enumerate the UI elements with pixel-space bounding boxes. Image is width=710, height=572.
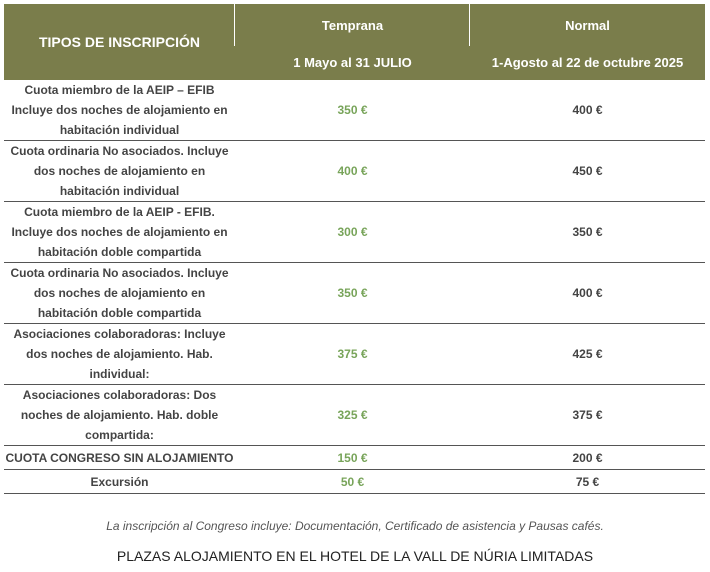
normal-price: 350 € <box>572 225 603 239</box>
early-price: 50 € <box>340 474 365 489</box>
normal-price: 450 € <box>572 164 603 178</box>
fee-type-label: Cuota ordinaria No asociados. Incluye dos noches de alojamiento en habitación doble compartida <box>10 266 229 320</box>
early-price: 350 € <box>337 286 368 300</box>
header-early-title: Temprana <box>321 18 384 33</box>
table-row <box>4 141 705 202</box>
table-row <box>4 263 705 324</box>
fee-type-label: Asociaciones colaboradoras: Dos noches de alojamiento. Hab. doble compartida: <box>20 388 219 442</box>
table-row <box>4 470 705 494</box>
early-price: 400 € <box>337 164 368 178</box>
table-row <box>4 202 705 263</box>
hotel-places-notice: PLAZAS ALOJAMIENTO EN EL HOTEL DE LA VALL DE NÚRIA LIMITADAS <box>116 548 594 564</box>
fee-type-label: Cuota miembro de la AEIP - EFIB. Incluye dos noches de alojamiento en habitación doble compartida <box>11 205 228 259</box>
fee-type-label: Asociaciones colaboradoras: Incluye dos noches de alojamiento. Hab. individual: <box>13 327 226 381</box>
registration-includes-note: La inscripción al Congreso incluye: Documentación, Certificado de asistencia y Pausas cafés. <box>106 519 604 533</box>
early-price: 375 € <box>337 347 368 361</box>
normal-price: 200 € <box>572 450 603 465</box>
normal-price: 400 € <box>572 286 603 300</box>
early-price: 150 € <box>337 450 368 465</box>
table-row <box>4 385 705 446</box>
normal-price: 425 € <box>572 347 603 361</box>
early-price: 325 € <box>337 408 368 422</box>
table-row <box>4 446 705 470</box>
early-price: 300 € <box>337 225 368 239</box>
normal-price: 75 € <box>575 474 600 489</box>
table-row <box>4 80 705 141</box>
table-header <box>4 4 705 80</box>
header-normal-dates: 1-Agosto al 22 de octubre 2025 <box>491 55 684 70</box>
header-normal-title: Normal <box>565 18 610 33</box>
fee-type-label: CUOTA CONGRESO SIN ALOJAMIENTO <box>5 450 234 465</box>
fee-type-label: Cuota miembro de la AEIP – EFIB Incluye dos noches de alojamiento en habitación individual <box>11 83 228 137</box>
early-price: 350 € <box>337 103 368 117</box>
fee-type-label: Cuota ordinaria No asociados. Incluye dos noches de alojamiento en habitación individual <box>10 144 229 198</box>
header-early-dates: 1 Mayo al 31 JULIO <box>293 55 412 70</box>
table-row <box>4 324 705 385</box>
fee-type-label: Excursión <box>90 474 149 489</box>
normal-price: 375 € <box>572 408 603 422</box>
header-types-label: TIPOS DE INSCRIPCIÓN <box>38 34 201 50</box>
normal-price: 400 € <box>572 103 603 117</box>
registration-fees-table <box>4 4 705 494</box>
